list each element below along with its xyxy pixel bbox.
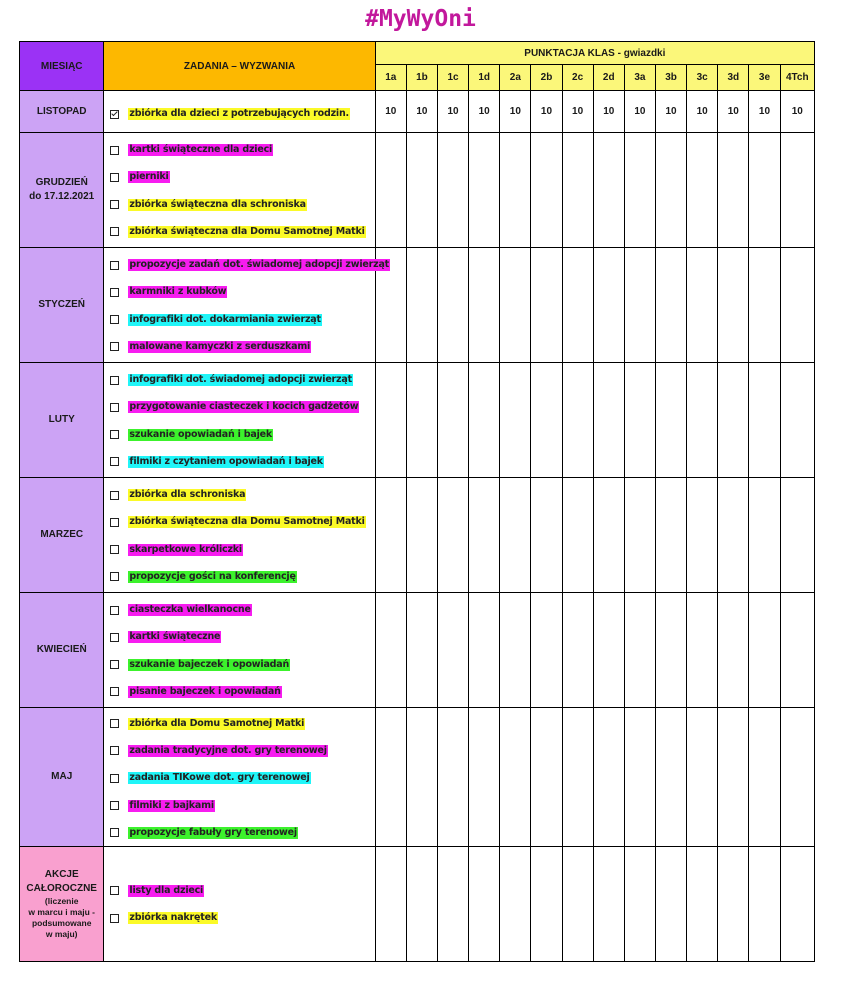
task-item[interactable] [104,651,374,678]
score-cell-2d[interactable] [593,133,624,248]
month-cell [20,847,104,962]
month-cell [20,363,104,478]
month-row [20,847,815,962]
month-row [20,363,815,478]
score-cell-2b[interactable] [531,847,562,962]
score-cell-1d[interactable] [469,248,500,363]
score-cell-3d[interactable]: 10 [718,91,749,133]
task-item[interactable] [104,509,374,536]
month-cell [20,133,104,248]
task-label: zbiórka świąteczna dla Domu Samotnej Matki [129,516,365,528]
task-label: zbiórka dla dzieci z potrzebujących rodzin. [129,108,349,120]
score-cell-2d[interactable]: 10 [593,91,624,133]
class-header-2b: 2b [531,65,562,91]
task-item[interactable] [104,164,374,191]
month-name-line: AKCJE [44,869,79,881]
score-cell-2d[interactable] [593,708,624,847]
score-cell-1d[interactable] [469,593,500,708]
score-cell-4tch[interactable] [780,478,814,593]
tasks-cell [104,478,375,593]
score-cell-3c[interactable] [687,847,718,962]
task-item[interactable] [104,877,374,904]
score-cell-3d[interactable] [718,478,749,593]
task-checkbox[interactable] [110,746,119,755]
score-cell-2c[interactable]: 10 [562,91,593,133]
score-cell-1b[interactable] [406,847,437,962]
class-header-1b: 1b [406,65,437,91]
task-checkbox[interactable] [110,914,119,923]
score-cell-3c[interactable] [687,248,718,363]
task-checkbox[interactable] [110,315,119,324]
score-cell-4tch[interactable] [780,248,814,363]
score-cell-2c[interactable] [562,847,593,962]
score-cell-2a[interactable] [500,708,531,847]
score-cell-3d[interactable] [718,708,749,847]
score-cell-1c[interactable] [437,248,468,363]
task-label: zbiórka dla schroniska [129,489,246,501]
task-label: szukanie opowiadań i bajek [129,428,273,440]
class-header-2d: 2d [593,65,624,91]
score-cell-3b[interactable] [655,248,686,363]
score-cell-1d[interactable]: 10 [469,91,500,133]
task-item[interactable] [104,101,374,128]
class-header-2a: 2a [500,65,531,91]
month-name: GRUDZIEŃ [35,177,88,188]
score-cell-1c[interactable] [437,363,468,478]
month-name: KWIECIEŃ [36,644,87,655]
score-cell-2c[interactable] [562,593,593,708]
score-cell-2b[interactable] [531,133,562,248]
month-name: LUTY [48,414,75,425]
task-checkbox[interactable] [110,376,119,385]
score-cell-1a[interactable] [375,133,406,248]
month-row [20,478,815,593]
tasks-cell [104,133,375,248]
score-cell-1c[interactable] [437,593,468,708]
class-header-3c: 3c [687,65,718,91]
score-cell-3c[interactable] [687,478,718,593]
task-item[interactable] [104,136,374,163]
task-label: pisanie bajeczek i opowiadań [129,685,281,697]
score-cell-2b[interactable] [531,363,562,478]
score-cell-1c[interactable] [437,847,468,962]
score-cell-3b[interactable] [655,133,686,248]
class-header-1c: 1c [437,65,468,91]
task-label: kartki świąteczne [129,631,221,643]
task-label: propozycje fabuły gry terenowej [129,826,297,838]
score-cell-1b[interactable] [406,478,437,593]
month-deadline: do 17.12.2021 [29,191,95,202]
task-item[interactable] [104,191,374,218]
task-item[interactable] [104,678,374,705]
score-cell-4tch[interactable] [780,708,814,847]
score-cell-3c[interactable] [687,133,718,248]
score-cell-3e[interactable]: 10 [749,91,780,133]
score-cell-2b[interactable] [531,593,562,708]
score-cell-1c[interactable] [437,133,468,248]
task-checkbox[interactable] [110,430,119,439]
task-checkbox[interactable] [110,633,119,642]
task-item[interactable] [104,481,374,508]
score-cell-1d[interactable] [469,478,500,593]
score-cell-1a[interactable]: 10 [375,91,406,133]
score-cell-2c[interactable] [562,133,593,248]
header-month: MIESIĄC [20,42,104,91]
month-note-line: (liczenie [44,896,79,907]
score-cell-4tch[interactable] [780,133,814,248]
score-cell-2c[interactable] [562,248,593,363]
month-row [20,91,815,133]
score-cell-2b[interactable] [531,478,562,593]
task-label: zbiórka dla Domu Samotnej Matki [129,717,305,729]
month-name: MAJ [51,771,73,783]
score-cell-3b[interactable]: 10 [655,91,686,133]
score-cell-3a[interactable]: 10 [624,91,655,133]
month-name: STYCZEŃ [38,299,86,310]
task-label: zbiórka nakrętek [129,912,217,924]
month-cell [20,478,104,593]
task-checkbox[interactable] [110,828,119,837]
score-cell-2a[interactable]: 10 [500,91,531,133]
score-cell-2d[interactable] [593,248,624,363]
class-header-3e: 3e [749,65,780,91]
tasks-cell [104,248,390,363]
task-item[interactable] [104,710,374,737]
score-cell-3d[interactable] [718,593,749,708]
task-label: karmniki z kubków [129,286,227,298]
month-cell [20,91,104,133]
score-cell-3c[interactable]: 10 [687,91,718,133]
task-item[interactable] [104,306,374,333]
score-cell-1a[interactable] [375,363,406,478]
score-cell-4tch[interactable]: 10 [780,91,814,133]
class-header-3d: 3d [718,65,749,91]
score-cell-3e[interactable] [749,248,780,363]
month-cell [20,248,104,363]
task-checkbox[interactable] [110,457,119,466]
score-cell-3a[interactable] [624,478,655,593]
task-item[interactable] [104,792,374,819]
score-cell-2a[interactable] [500,847,531,962]
score-cell-3d[interactable] [718,133,749,248]
score-cell-1d[interactable] [469,708,500,847]
task-item[interactable] [104,421,374,448]
task-checkbox[interactable] [110,403,119,412]
score-cell-1d[interactable] [469,847,500,962]
score-cell-3c[interactable] [687,708,718,847]
score-cell-3d[interactable] [718,248,749,363]
task-item[interactable] [104,563,374,590]
score-cell-2d[interactable] [593,847,624,962]
score-cell-2d[interactable] [593,478,624,593]
month-name: MARZEC [40,529,84,540]
score-cell-2a[interactable] [500,133,531,248]
score-cell-2a[interactable] [500,593,531,708]
task-label: ciasteczka wielkanocne [129,604,251,616]
task-item[interactable] [104,536,374,563]
task-checkbox[interactable] [110,545,119,554]
task-item[interactable] [104,448,374,475]
task-item[interactable] [104,251,390,278]
tasks-cell [104,363,375,478]
task-label: listy dla dzieci [129,884,204,896]
header-tasks: ZADANIA – WYZWANIA [104,42,375,91]
task-label: propozycje zadań dot. świadomej adopcji zwierząt [129,259,390,271]
tasks-cell [104,708,375,847]
tasks-cell [104,593,375,708]
class-header-3b: 3b [655,65,686,91]
task-checkbox[interactable] [110,173,119,182]
task-label: propozycje gości na konferencję [129,570,296,582]
score-cell-1b[interactable] [406,248,437,363]
score-cell-1b[interactable] [406,593,437,708]
score-cell-1a[interactable] [375,708,406,847]
score-cell-3b[interactable] [655,847,686,962]
task-label: skarpetkowe króliczki [129,543,242,555]
task-checkbox[interactable] [110,774,119,783]
score-cell-3a[interactable] [624,847,655,962]
score-cell-1b[interactable] [406,708,437,847]
score-cell-3a[interactable] [624,248,655,363]
month-name-line: CAŁOROCZNE [26,883,97,895]
header-points: PUNKTACJA KLAS - gwiazdki [375,42,814,65]
task-label: filmiki z czytaniem opowiadań i bajek [129,455,323,467]
task-label: filmiki z bajkami [129,799,214,811]
class-header-2c: 2c [562,65,593,91]
task-item[interactable] [104,333,374,360]
score-cell-3e[interactable] [749,363,780,478]
score-cell-1d[interactable] [469,133,500,248]
task-label: zbiórka świąteczna dla schroniska [129,198,306,210]
score-cell-2d[interactable] [593,363,624,478]
score-cell-1d[interactable] [469,363,500,478]
score-cell-1a[interactable] [375,847,406,962]
month-cell [20,593,104,708]
task-checkbox[interactable] [110,606,119,615]
score-cell-2a[interactable] [500,363,531,478]
task-label: kartki świąteczne dla dzieci [129,144,273,156]
month-row [20,133,815,248]
month-row [20,708,815,847]
task-checkbox[interactable] [110,886,119,895]
score-cell-2a[interactable] [500,478,531,593]
score-cell-2a[interactable] [500,248,531,363]
score-cell-1a[interactable] [375,478,406,593]
score-cell-2c[interactable] [562,478,593,593]
score-cell-3e[interactable] [749,478,780,593]
task-checkbox[interactable] [110,288,119,297]
score-cell-2b[interactable] [531,248,562,363]
score-cell-1c[interactable]: 10 [437,91,468,133]
score-cell-1b[interactable] [406,363,437,478]
score-cell-3e[interactable] [749,708,780,847]
score-cell-3a[interactable] [624,363,655,478]
score-cell-2b[interactable]: 10 [531,91,562,133]
score-cell-1c[interactable] [437,708,468,847]
task-label: malowane kamyczki z serduszkami [129,340,311,352]
month-note-line: podsumowane [31,918,92,929]
challenge-table [19,41,815,962]
task-item[interactable] [104,904,374,931]
class-header-1d: 1d [469,65,500,91]
task-item[interactable] [104,279,374,306]
score-cell-3d[interactable] [718,363,749,478]
score-cell-2c[interactable] [562,708,593,847]
task-label: zadania TIKowe dot. gry terenowej [129,772,310,784]
score-cell-2b[interactable] [531,708,562,847]
score-cell-4tch[interactable] [780,593,814,708]
month-row [20,593,815,708]
task-item[interactable] [104,596,374,623]
score-cell-3e[interactable] [749,133,780,248]
score-cell-3c[interactable] [687,363,718,478]
score-cell-3b[interactable] [655,708,686,847]
month-note-line: w maju) [45,929,78,940]
task-label: szukanie bajeczek i opowiadań [129,658,290,670]
tasks-cell [104,91,375,133]
task-label: zbiórka świąteczna dla Domu Samotnej Matki [129,225,365,237]
score-cell-3b[interactable] [655,363,686,478]
task-item[interactable] [104,394,374,421]
score-cell-2c[interactable] [562,363,593,478]
task-label: infografiki dot. dokarmiania zwierząt [129,313,321,325]
score-cell-3b[interactable] [655,478,686,593]
task-item[interactable] [104,218,374,245]
tasks-cell [104,847,375,962]
month-note-line: w marcu i maju - [28,907,95,918]
task-checkbox[interactable] [110,491,119,500]
task-checkbox[interactable] [110,572,119,581]
task-checkbox[interactable] [110,261,119,270]
score-cell-4tch[interactable] [780,847,814,962]
score-cell-1b[interactable]: 10 [406,91,437,133]
task-item[interactable] [104,819,374,846]
task-checkbox[interactable] [110,146,119,155]
task-checkbox[interactable] [110,660,119,669]
class-header-3a: 3a [624,65,655,91]
task-checkbox[interactable] [110,719,119,728]
score-cell-3b[interactable] [655,593,686,708]
score-cell-3a[interactable] [624,133,655,248]
class-header-4tch: 4Tch [780,65,814,91]
class-header-1a: 1a [375,65,406,91]
score-cell-3d[interactable] [718,847,749,962]
score-cell-3e[interactable] [749,847,780,962]
task-label: zadania tradycyjne dot. gry terenowej [129,744,327,756]
score-cell-3c[interactable] [687,593,718,708]
task-label: infografiki dot. świadomej adopcji zwierząt [129,374,352,386]
score-cell-1c[interactable] [437,478,468,593]
score-cell-3a[interactable] [624,593,655,708]
task-checkbox[interactable] [110,227,119,236]
task-label: przygotowanie ciasteczek i kocich gadżetów [129,401,359,413]
task-checkbox[interactable] [110,687,119,696]
score-cell-3e[interactable] [749,593,780,708]
month-row [20,248,815,363]
task-item[interactable] [104,366,374,393]
checked-checkbox[interactable] [110,110,119,119]
month-name: LISTOPAD [36,105,87,117]
page-title: #MyWyOni [365,6,476,32]
score-cell-3a[interactable] [624,708,655,847]
task-item[interactable] [104,624,374,651]
task-checkbox[interactable] [110,801,119,810]
task-checkbox[interactable] [110,518,119,527]
score-cell-4tch[interactable] [780,363,814,478]
task-item[interactable] [104,737,374,764]
task-checkbox[interactable] [110,342,119,351]
month-cell [20,708,104,847]
task-label: pierniki [129,171,169,183]
task-item[interactable] [104,765,374,792]
task-checkbox[interactable] [110,200,119,209]
score-cell-1a[interactable] [375,593,406,708]
score-cell-2d[interactable] [593,593,624,708]
score-cell-1b[interactable] [406,133,437,248]
